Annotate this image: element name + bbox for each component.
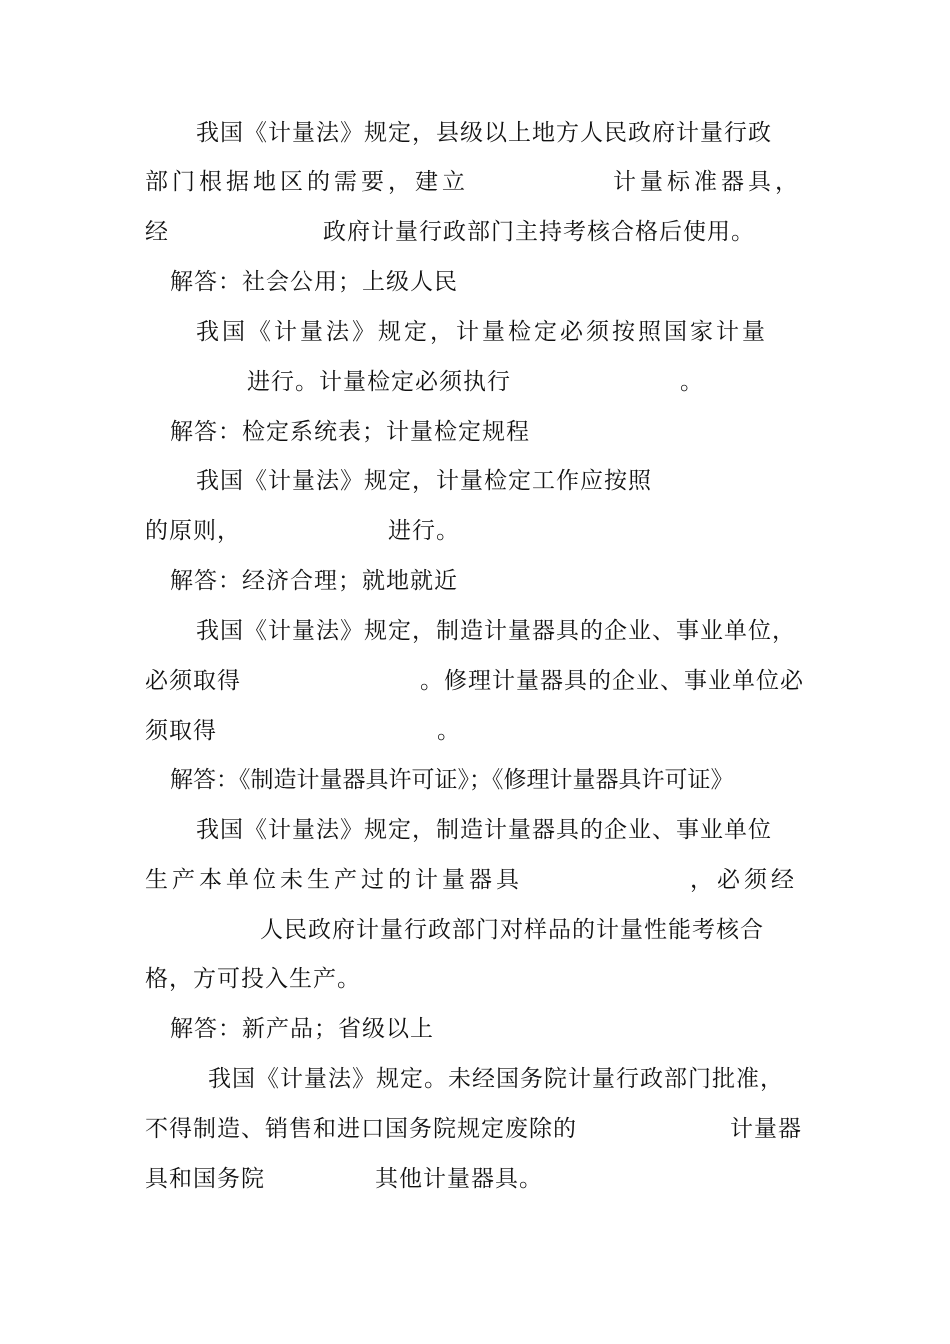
q1-line2a: 部门根据地区的需要，建立 [145, 169, 469, 195]
q6-line1: 我国《计量法》规定。未经国务院计量行政部门批准， [208, 1066, 784, 1092]
q5-answer: 解答：新产品；省级以上 [170, 1016, 434, 1042]
q5-line1: 我国《计量法》规定，制造计量器具的企业、事业单位 [196, 817, 772, 843]
q4-answer: 解答：《制造计量器具许可证》；《修理计量器具许可证》 [170, 767, 734, 793]
q2-line1: 我国《计量法》规定，计量检定必须按照国家计量 [196, 319, 768, 345]
q1-line3b: 政府计量行政部门主持考核合格后使用。 [323, 219, 755, 245]
q5-line2a: 生产本单位未生产过的计量器具 [145, 867, 523, 893]
q3-line2a: 的原则， [145, 518, 241, 544]
q4-line2a: 必须取得 [145, 668, 241, 694]
q5-line2b: ，必须经 [690, 867, 798, 893]
q1-answer: 解答：社会公用；上级人民 [170, 269, 458, 295]
q5-line3: 人民政府计量行政部门对样品的计量性能考核合 [260, 917, 764, 943]
q3-answer: 解答：经济合理；就地就近 [170, 568, 458, 594]
q2-line2a: 进行。计量检定必须执行 [247, 369, 511, 395]
q3-line1: 我国《计量法》规定，计量检定工作应按照 [196, 468, 652, 494]
q4-line3b: 。 [437, 718, 461, 744]
q1-line2b: 计量标准器具， [613, 169, 802, 195]
q6-line3b: 其他计量器具。 [375, 1166, 543, 1192]
q2-answer: 解答：检定系统表；计量检定规程 [170, 419, 530, 445]
q1-line1: 我国《计量法》规定，县级以上地方人民政府计量行政 [196, 120, 772, 146]
q6-line2b: 计量器 [730, 1116, 802, 1142]
q2-line2b: 。 [680, 369, 704, 395]
q6-line2a: 不得制造、销售和进口国务院规定废除的 [145, 1116, 577, 1142]
q4-line2b: 。修理计量器具的企业、事业单位必 [420, 668, 804, 694]
q4-line1: 我国《计量法》规定，制造计量器具的企业、事业单位， [196, 618, 796, 644]
q6-line3a: 具和国务院 [145, 1166, 265, 1192]
q1-line3a: 经 [145, 219, 169, 245]
q5-line4: 格，方可投入生产。 [145, 966, 361, 992]
q4-line3a: 须取得 [145, 718, 217, 744]
q3-line2b: 进行。 [388, 518, 460, 544]
